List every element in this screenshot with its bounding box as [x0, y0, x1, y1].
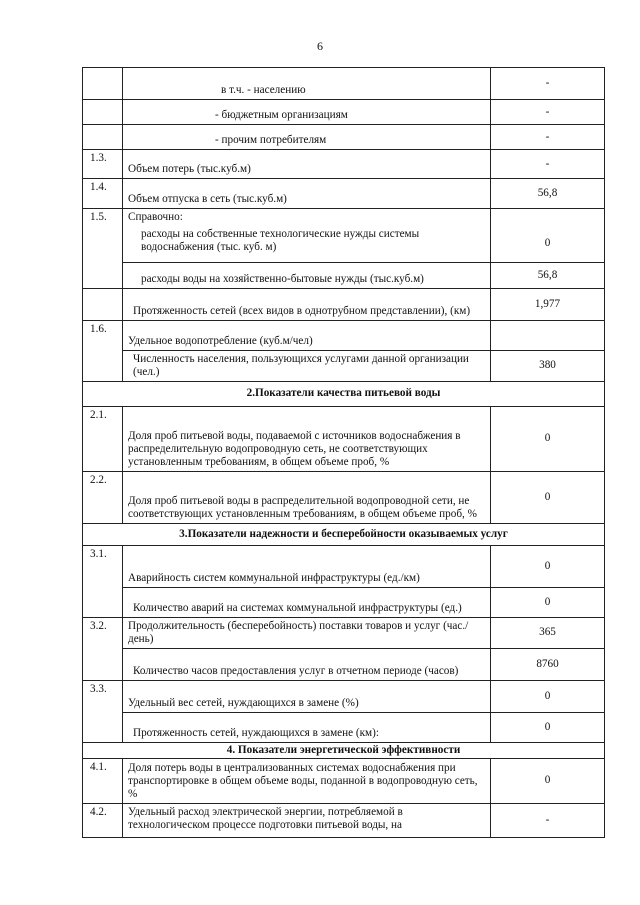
table-row [83, 262, 605, 288]
table-row [83, 179, 605, 209]
row-label: Доля потерь воды в централизованных системах водоснабжения при транспортировке в общем объеме воды, поданной в водопроводную сеть, % [123, 758, 491, 803]
table-row [83, 617, 605, 648]
table-row [83, 226, 605, 262]
row-value: - [491, 803, 605, 837]
indicators-table [82, 67, 605, 838]
row-value [491, 209, 605, 227]
row-value: 0 [491, 406, 605, 471]
row-label: Количество аварий на системах коммунальной инфраструктуры (ед.) [123, 587, 491, 617]
row-label: Удельный вес сетей, нуждающихся в замене (%) [123, 680, 491, 712]
row-label: - бюджетным организациям [123, 100, 491, 125]
section-row [83, 523, 605, 545]
section-heading: 4. Показатели энергетической эффективности [83, 742, 605, 758]
table-row [83, 648, 605, 680]
row-value: - [491, 100, 605, 125]
row-number: 1.5. [83, 209, 123, 289]
row-value: - [491, 150, 605, 179]
table-row [83, 545, 605, 587]
table-row [83, 803, 605, 837]
row-label: Доля проб питьевой воды в распределительной водопроводной сети, не соответствующих установленным требованиям, в общем объеме проб, % [123, 471, 491, 523]
row-number: 3.3. [83, 680, 123, 742]
row-number: 4.2. [83, 803, 123, 837]
table-row [83, 209, 605, 227]
row-value: 56,8 [491, 262, 605, 288]
row-value: 0 [491, 471, 605, 523]
row-label: в т.ч. - населению [123, 68, 491, 100]
row-value: 0 [491, 712, 605, 742]
row-value: - [491, 68, 605, 100]
row-value: 0 [491, 758, 605, 803]
row-label: расходы на собственные технологические нужды системы водоснабжения (тыс. куб. м) [123, 226, 491, 262]
section-heading: 3.Показатели надежности и бесперебойности оказываемых услуг [83, 523, 605, 545]
row-label: Протяженность сетей (всех видов в однотрубном представлении), (км) [123, 288, 491, 320]
row-label: Протяженность сетей, нуждающихся в замене (км): [123, 712, 491, 742]
table-row [83, 680, 605, 712]
row-number: 2.1. [83, 406, 123, 471]
row-label: Продолжительность (бесперебойность) поставки товаров и услуг (час./день) [123, 617, 491, 648]
row-value: 365 [491, 617, 605, 648]
row-label: Доля проб питьевой воды, подаваемой с источников водоснабжения в распределительную водопроводную сеть, не соответствующих установленным требованиям, в общем объеме проб, % [123, 406, 491, 471]
row-value: 0 [491, 587, 605, 617]
row-label: Объем отпуска в сеть (тыс.куб.м) [123, 179, 491, 209]
row-label: расходы воды на хозяйственно-бытовые нужды (тыс.куб.м) [123, 262, 491, 288]
section-row [83, 381, 605, 406]
table-row [83, 320, 605, 350]
row-number [83, 288, 123, 320]
row-number: 1.4. [83, 179, 123, 209]
table-row [83, 288, 605, 320]
row-number: 2.2. [83, 471, 123, 523]
table-row [83, 712, 605, 742]
table-row [83, 150, 605, 179]
table-row [83, 350, 605, 381]
row-value: 0 [491, 226, 605, 262]
row-label: Удельное водопотребление (куб.м/чел) [123, 320, 491, 350]
row-value: - [491, 125, 605, 150]
row-number: 3.1. [83, 545, 123, 617]
row-value: 380 [491, 350, 605, 381]
row-value: 8760 [491, 648, 605, 680]
table-row [83, 125, 605, 150]
row-number [83, 100, 123, 125]
table-row [83, 471, 605, 523]
row-value: 1,977 [491, 288, 605, 320]
row-number: 3.2. [83, 617, 123, 680]
section-row [83, 742, 605, 758]
row-value: 56,8 [491, 179, 605, 209]
row-label: Аварийность систем коммунальной инфраструктуры (ед./км) [123, 545, 491, 587]
table-row [83, 587, 605, 617]
row-number: 4.1. [83, 758, 123, 803]
row-number: 1.6. [83, 320, 123, 381]
row-value: 0 [491, 545, 605, 587]
row-label: Справочно: [123, 209, 491, 227]
row-label: Объем потерь (тыс.куб.м) [123, 150, 491, 179]
row-label: - прочим потребителям [123, 125, 491, 150]
page-number: 6 [317, 39, 323, 53]
row-number: 1.3. [83, 150, 123, 179]
section-heading: 2.Показатели качества питьевой воды [83, 381, 605, 406]
row-number [83, 125, 123, 150]
row-value [491, 320, 605, 350]
table-row [83, 406, 605, 471]
row-value: 0 [491, 680, 605, 712]
row-number [83, 68, 123, 100]
table-row [83, 758, 605, 803]
table-row [83, 100, 605, 125]
row-label: Количество часов предоставления услуг в отчетном периоде (часов) [123, 648, 491, 680]
table-row [83, 68, 605, 100]
row-label: Численность населения, пользующихся услугами данной организации (чел.) [123, 350, 491, 381]
row-label: Удельный расход электрической энергии, потребляемой в технологическом процессе подготовки питьевой воды, на [123, 803, 491, 837]
